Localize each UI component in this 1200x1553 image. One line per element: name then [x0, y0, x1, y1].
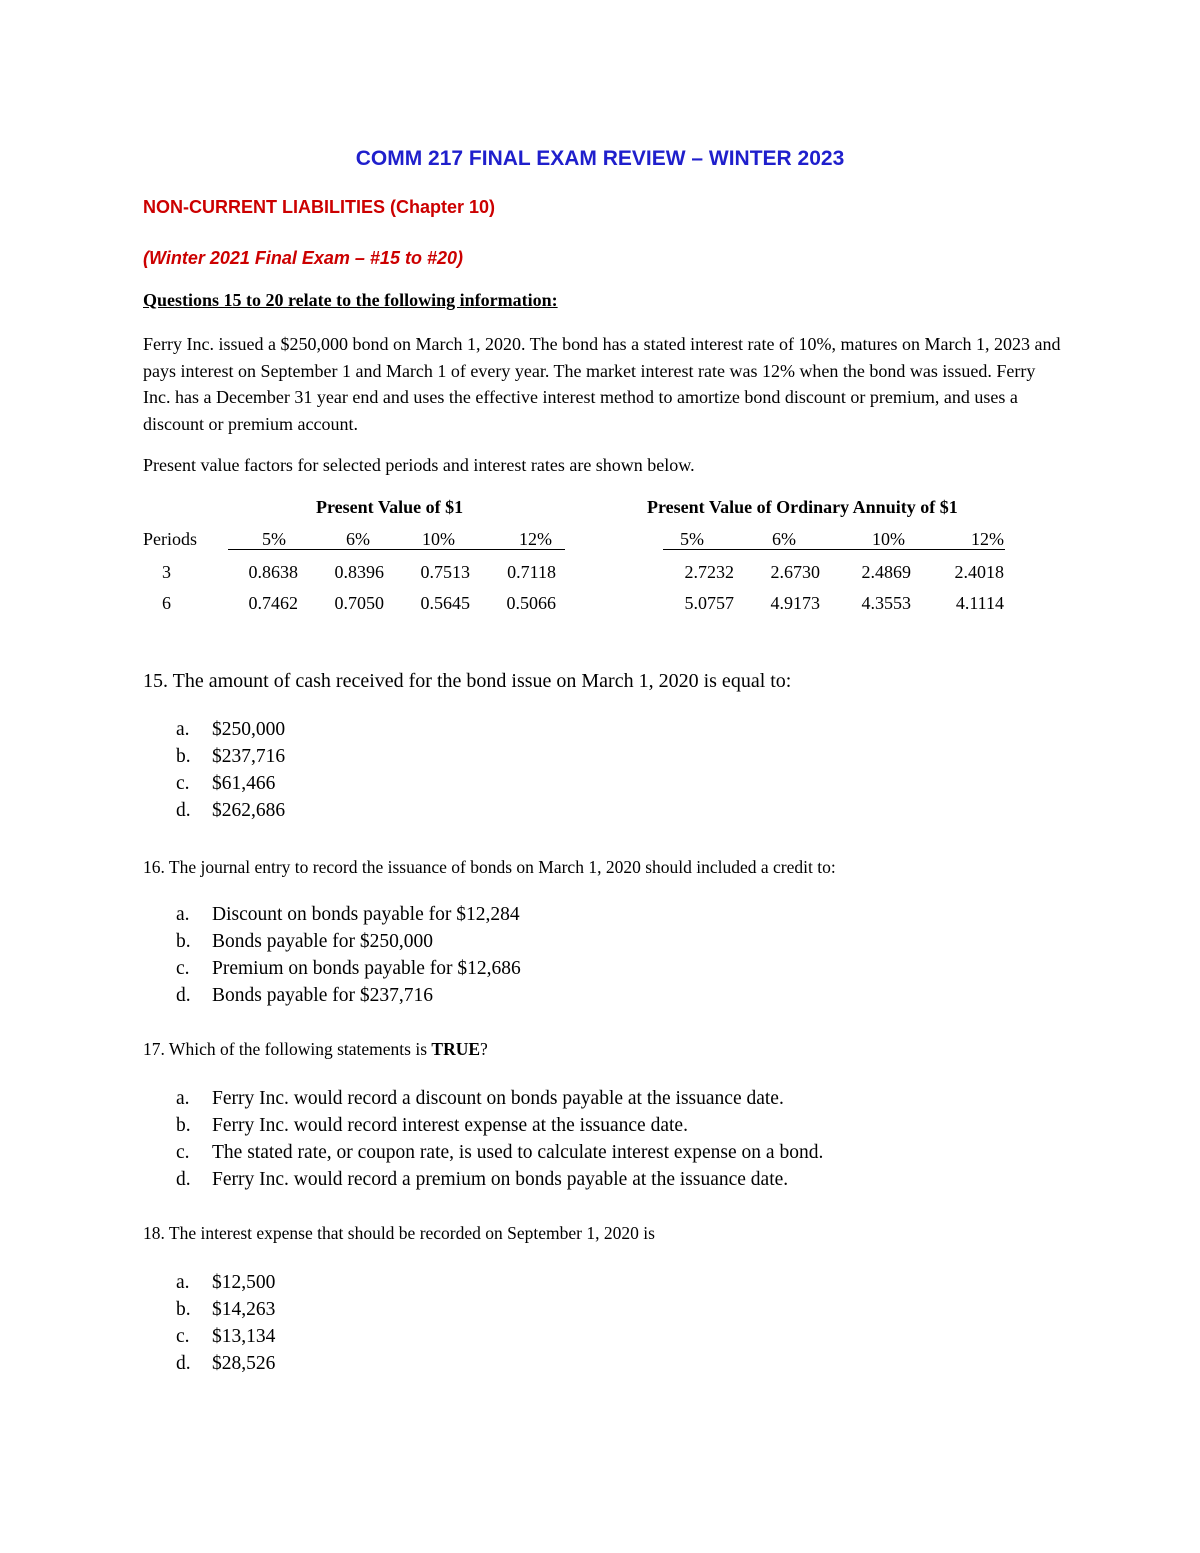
rate-header: 5%	[262, 529, 286, 549]
pv-note: Present value factors for selected periods and interest rates are shown below.	[143, 455, 695, 475]
period-cell: 6	[162, 593, 171, 613]
rate-header: 12%	[971, 529, 1004, 549]
option-letter: a.	[176, 904, 190, 925]
question-stem: 16. The journal entry to record the issuance of bonds on March 1, 2020 should included a credit to:	[143, 857, 836, 877]
header-underline	[228, 549, 565, 550]
period-cell: 3	[162, 562, 171, 582]
option-letter: c.	[176, 773, 190, 794]
annuity-cell: 2.6730	[770, 562, 820, 582]
pv1-cell: 0.7050	[334, 593, 384, 613]
pv1-heading: Present Value of $1	[316, 497, 464, 517]
pv1-cell: 0.5066	[506, 593, 556, 613]
option-text[interactable]: Ferry Inc. would record a premium on bonds payable at the issuance date.	[212, 1169, 789, 1190]
periods-label: Periods	[143, 529, 197, 549]
option-letter: c.	[176, 1142, 190, 1163]
annuity-cell: 4.9173	[770, 593, 820, 613]
option-letter: b.	[176, 746, 191, 767]
option-letter: d.	[176, 800, 191, 821]
rate-header: 5%	[680, 529, 704, 549]
annuity-cell: 2.4869	[861, 562, 911, 582]
option-text[interactable]: $61,466	[212, 773, 276, 794]
annuity-cell: 2.7232	[684, 562, 734, 582]
annuity-cell: 4.1114	[955, 593, 1004, 613]
option-text[interactable]: Ferry Inc. would record interest expense at the issuance date.	[212, 1115, 688, 1136]
header-underline	[663, 549, 1005, 550]
stem-prefix: 17. Which of the following statements is	[143, 1039, 432, 1059]
annuity-cell: 2.4018	[954, 562, 1004, 582]
question-stem: 18. The interest expense that should be recorded on September 1, 2020 is	[143, 1223, 655, 1243]
option-text[interactable]: Discount on bonds payable for $12,284	[212, 904, 520, 925]
annuity-heading: Present Value of Ordinary Annuity of $1	[647, 497, 958, 517]
section-heading: NON-CURRENT LIABILITIES (Chapter 10)	[143, 197, 496, 217]
intro-paragraph: Ferry Inc. issued a $250,000 bond on March 1, 2020. The bond has a stated interest rate of 10%, matures on March 1, 2023 and pays interest on September 1 and March 1 of every year. The market interest rate was 12% when the bond was issued. Ferry Inc. has a December 31 year end and uses the effective interest method to amortize bond discount or premium, and uses a discount or premium account.	[143, 334, 1061, 434]
option-letter: c.	[176, 1326, 190, 1347]
annuity-cell: 4.3553	[861, 593, 911, 613]
option-letter: a.	[176, 1088, 190, 1109]
option-letter: b.	[176, 1115, 191, 1136]
pv1-cell: 0.7462	[248, 593, 298, 613]
pv1-cell: 0.8396	[334, 562, 384, 582]
option-text[interactable]: $12,500	[212, 1272, 276, 1293]
option-text[interactable]: Bonds payable for $237,716	[212, 985, 433, 1006]
rate-header: 6%	[346, 529, 370, 549]
option-letter: d.	[176, 1169, 191, 1190]
option-text[interactable]: Bonds payable for $250,000	[212, 931, 433, 952]
intro-heading: Questions 15 to 20 relate to the following information:	[143, 290, 558, 310]
option-text[interactable]: The stated rate, or coupon rate, is used to calculate interest expense on a bond.	[212, 1142, 824, 1163]
option-text[interactable]: $262,686	[212, 800, 286, 821]
option-letter: a.	[176, 719, 190, 740]
option-letter: b.	[176, 931, 191, 952]
option-letter: b.	[176, 1299, 191, 1320]
option-letter: a.	[176, 1272, 190, 1293]
pv1-cell: 0.7513	[420, 562, 470, 582]
option-letter: c.	[176, 958, 190, 979]
question-stem	[143, 1039, 488, 1060]
option-letter: d.	[176, 1353, 191, 1374]
annuity-cell: 5.0757	[684, 593, 734, 613]
option-text[interactable]: $237,716	[212, 746, 286, 767]
rate-header: 12%	[519, 529, 552, 549]
option-text[interactable]: Premium on bonds payable for $12,686	[212, 958, 521, 979]
subsection-heading: (Winter 2021 Final Exam – #15 to #20)	[143, 248, 463, 268]
pv1-cell: 0.7118	[507, 562, 556, 582]
option-letter: d.	[176, 985, 191, 1006]
rate-header: 10%	[872, 529, 905, 549]
option-text[interactable]: Ferry Inc. would record a discount on bonds payable at the issuance date.	[212, 1088, 784, 1109]
option-text[interactable]: $13,134	[212, 1326, 276, 1347]
pv1-cell: 0.8638	[248, 562, 298, 582]
stem-suffix: ?	[480, 1039, 488, 1059]
pv1-cell: 0.5645	[420, 593, 470, 613]
rate-header: 6%	[772, 529, 796, 549]
option-text[interactable]: $250,000	[212, 719, 286, 740]
option-text[interactable]: $28,526	[212, 1353, 276, 1374]
rate-header: 10%	[422, 529, 455, 549]
question-stem: 15. The amount of cash received for the bond issue on March 1, 2020 is equal to:	[143, 670, 792, 692]
option-text[interactable]: $14,263	[212, 1299, 276, 1320]
stem-emphasis: TRUE	[431, 1039, 481, 1059]
page-title: COMM 217 FINAL EXAM REVIEW – WINTER 2023	[355, 147, 845, 170]
